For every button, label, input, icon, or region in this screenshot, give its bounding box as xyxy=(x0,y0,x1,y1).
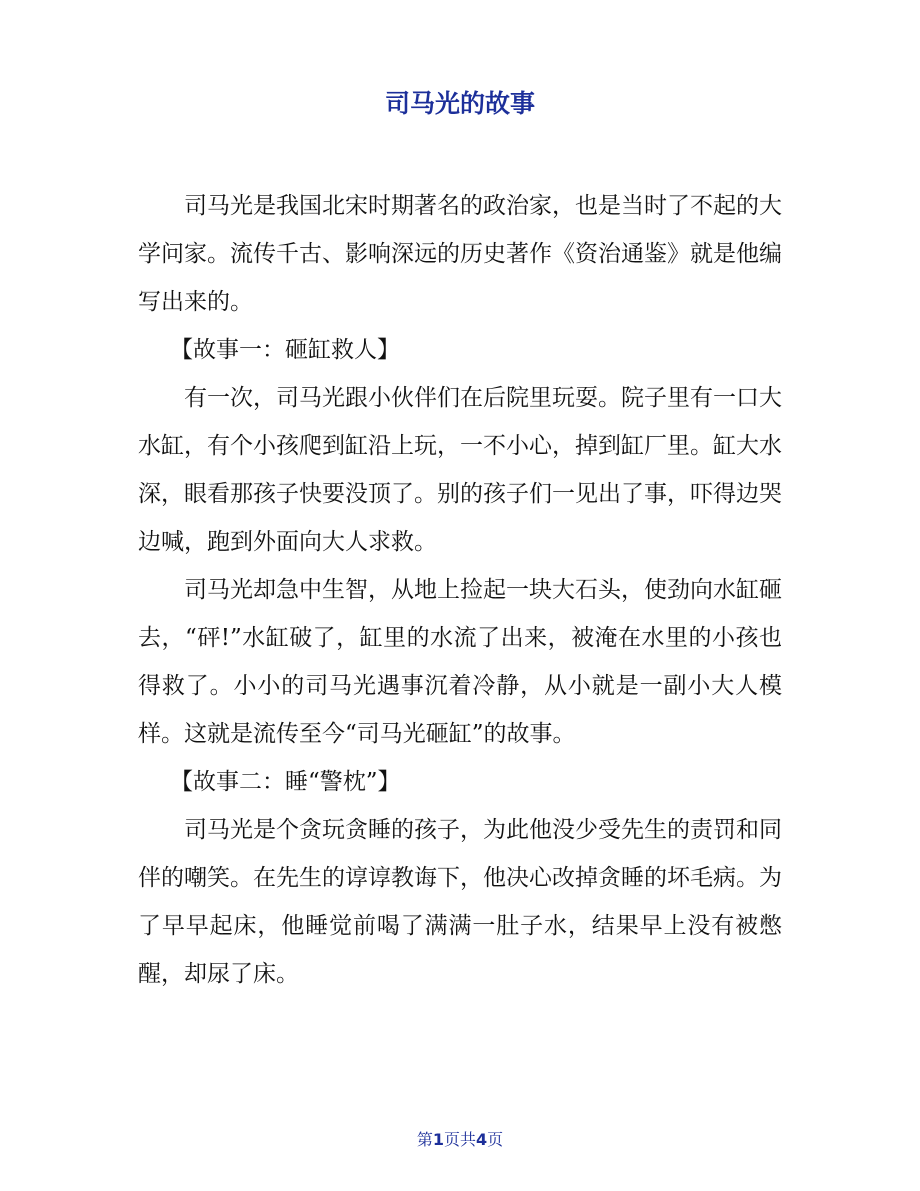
footer-prefix: 第 xyxy=(416,1130,433,1149)
footer-suffix: 页 xyxy=(487,1130,504,1149)
story-one-paragraph-1: 有一次，司马光跟小伙伴们在后院里玩耍。院子里有一口大水缸，有个小孩爬到缸沿上玩，一不小心，掉到缸厂里。缸大水深，眼看那孩子快要没顶了。别的孩子们一见出了事，吓得边哭边喊，跑到外面向大人求救。 xyxy=(138,385,782,555)
footer-current-page: 1 xyxy=(432,1130,444,1149)
document-title: 司马光的故事 xyxy=(384,89,535,118)
footer-total-pages: 4 xyxy=(476,1130,488,1149)
story-one-heading: 【故事一：砸缸救人】 xyxy=(170,337,400,363)
story-two-heading: 【故事二：睡“警枕”】 xyxy=(170,769,401,795)
story-two-paragraph-1: 司马光是个贪玩贪睡的孩子，为此他没少受先生的责罚和同伴的嘲笑。在先生的谆谆教诲下，他决心改掉贪睡的坏毛病。为了早早起床，他睡觉前喝了满满一肚子水，结果早上没有被憋醒，却尿了床。 xyxy=(138,817,782,987)
story-one-paragraph-2: 司马光却急中生智，从地上捡起一块大石头，使劲向水缸砸去，“砰!”水缸破了，缸里的水流了出来，被淹在水里的小孩也得救了。小小的司马光遇事沉着冷静，从小就是一副小大人模样。这就是流传至今“司马光砸缸”的故事。 xyxy=(138,577,782,747)
document-body xyxy=(138,182,782,998)
page-footer xyxy=(0,1129,920,1151)
footer-middle: 页共 xyxy=(443,1130,476,1149)
intro-paragraph: 司马光是我国北宋时期著名的政治家，也是当时了不起的大学问家。流传千古、影响深远的历史著作《资治通鉴》就是他编写出来的。 xyxy=(138,193,782,315)
